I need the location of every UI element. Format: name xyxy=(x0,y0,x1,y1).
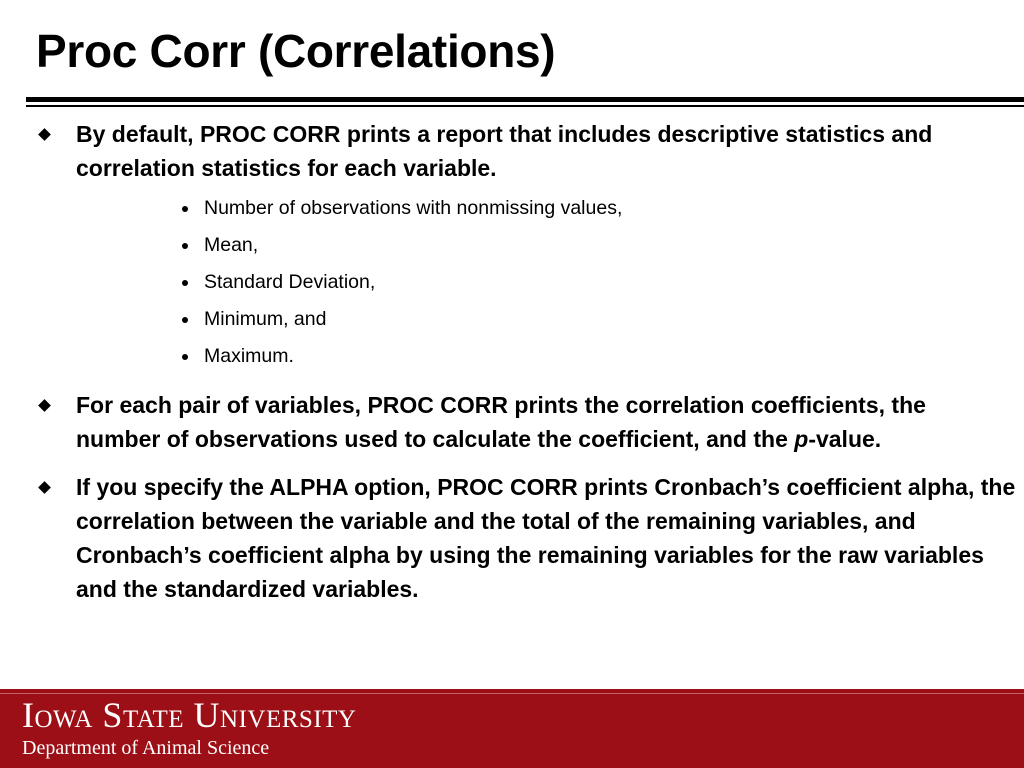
sub-list-item xyxy=(76,338,1016,375)
bullet-text-before: For each pair of variables, PROC CORR prints the correlation coefficients, the number of observations used to calculate the coefficient, and the xyxy=(76,392,926,452)
bullet-item-default-report xyxy=(36,117,1016,375)
diamond-bullet-icon xyxy=(38,481,51,494)
sub-list-item xyxy=(76,301,1016,338)
footer-divider xyxy=(0,693,1024,694)
sub-item-text: Minimum, and xyxy=(204,308,327,330)
spacer xyxy=(36,456,1016,470)
dot-bullet-icon xyxy=(182,317,188,323)
dot-bullet-icon xyxy=(182,280,188,286)
slide-title: Proc Corr (Correlations) xyxy=(36,25,556,77)
dot-bullet-icon xyxy=(182,354,188,360)
dot-bullet-icon xyxy=(182,206,188,212)
bullet-text-after: -value. xyxy=(808,426,882,452)
sub-item-text: Maximum. xyxy=(204,345,294,367)
university-name: Iowa State University xyxy=(22,695,357,735)
sub-item-text: Mean, xyxy=(204,234,259,256)
sub-list-item xyxy=(76,264,1016,301)
sub-item-text: Number of observations with nonmissing values, xyxy=(204,197,623,219)
bullet-text: By default, PROC CORR prints a report that includes descriptive statistics and correlation statistics for each variable. xyxy=(76,121,933,181)
department-name: Department of Animal Science xyxy=(22,737,270,759)
p-italic: p xyxy=(794,426,809,452)
diamond-bullet-icon xyxy=(38,128,51,141)
bullet-item-pairwise xyxy=(36,388,1016,456)
bullet-item-alpha-option xyxy=(36,470,1016,606)
dot-bullet-icon xyxy=(182,243,188,249)
sub-list-item xyxy=(76,190,1016,227)
descriptive-statistics-list xyxy=(76,190,1016,375)
sub-list-item xyxy=(76,227,1016,264)
bullet-text: If you specify the ALPHA option, PROC CORR prints Cronbach’s coefficient alpha, the correlation between the variable and the total of the remaining variables, and Cronbach’s coefficient alpha by using the remaining variables for the raw variables and the standardized variables. xyxy=(76,474,1016,602)
title-divider-thin xyxy=(26,105,1024,107)
diamond-bullet-icon xyxy=(38,399,51,412)
spacer xyxy=(36,375,1016,388)
sub-item-text: Standard Deviation, xyxy=(204,271,376,293)
title-divider-thick xyxy=(26,97,1024,102)
slide-content xyxy=(36,117,1016,606)
